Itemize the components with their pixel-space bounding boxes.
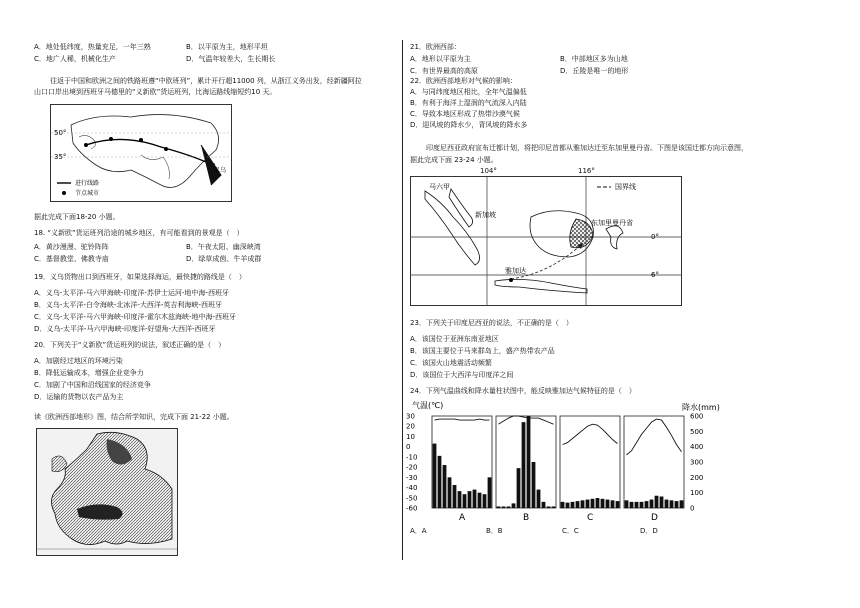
temp-tick-label: -40 — [406, 484, 418, 493]
precip-bar — [596, 498, 600, 508]
q23-option-d: D．该国位于大西洋与印度洋之间 — [410, 371, 514, 379]
precip-tick-label: 200 — [690, 473, 704, 482]
temp-curve — [563, 424, 618, 444]
precip-bar — [532, 462, 536, 508]
precip-bar — [616, 501, 620, 508]
precip-bar — [576, 501, 580, 508]
precip-bar — [517, 468, 521, 508]
precip-bar — [591, 499, 595, 508]
precip-bar — [453, 485, 457, 508]
precip-tick-label: 600 — [690, 412, 704, 421]
precip-bar — [433, 444, 437, 508]
panel-label: A — [459, 513, 466, 523]
q19-option-d: D．义乌-太平洋-马六甲海峡-印度洋-好望角-大西洋-西班牙 — [34, 325, 216, 333]
precip-tick-label: 500 — [690, 427, 704, 436]
precip-bar — [552, 506, 556, 508]
precip-tick-label: 0 — [690, 504, 695, 513]
precip-bar — [655, 496, 659, 508]
question-22: 22．欧洲西部地形对气候的影响： — [410, 77, 517, 85]
indonesia-map — [410, 176, 682, 306]
question-24: 24．下列气温曲线和降水量柱状图中，能反映雅加达气候特征的是（ ） — [410, 387, 636, 395]
precip-bar — [478, 493, 482, 508]
q23-option-a: A．该国位于亚洲东南亚地区 — [410, 335, 499, 343]
precip-bar — [497, 506, 501, 508]
question-18: 18. “义新欧”货运班列沿途的城乡地区，有可能看到的景观是（ ） — [34, 229, 244, 237]
singapore-label: 新加坡 — [475, 211, 496, 219]
q19-option-c: C．义乌-太平洋-马六甲海峡-印度洋-霍尔木兹海峡-地中海-西班牙 — [34, 313, 237, 321]
q19-option-b: B．义乌-太平洋-白令海峡-北冰洋-大西洋-英吉利海峡-西班牙 — [34, 301, 222, 309]
q22-option-d: D．迎风坡的降水少，背风坡的降水多 — [410, 121, 528, 129]
option-c: C．地广人稀，机械化生产 — [34, 55, 116, 63]
temp-tick-label: -20 — [406, 463, 418, 472]
panel-frame — [496, 416, 556, 508]
q20-option-d: D．运输的货物以农产品为主 — [34, 393, 124, 401]
precip-bar — [675, 501, 679, 508]
temp-tick-label: -30 — [406, 473, 418, 482]
temp-tick-label: -50 — [406, 494, 418, 503]
q22-option-a: A．与同纬度地区相比，全年气温偏低 — [410, 88, 527, 96]
legend-border: 国界线 — [615, 183, 636, 191]
passage2-line2: 据此完成下面 23-24 小题。 — [410, 156, 498, 164]
q18-option-d: D．绿草成茵、牛羊成群 — [186, 255, 262, 263]
precip-bar — [547, 506, 551, 508]
q21-option-a: A．地形以平原为主 — [410, 55, 471, 63]
instruction-21-22: 读《欧洲西部地形》图，结合所学知识，完成下面 21-22 小题。 — [34, 413, 234, 421]
precip-bar — [507, 506, 511, 508]
precip-bar — [537, 490, 541, 508]
panel-frame — [624, 416, 684, 508]
instruction-18-20: 据此完成下面18-20 小题。 — [34, 213, 120, 221]
precip-bar — [527, 416, 531, 508]
precip-bar — [571, 502, 575, 508]
temp-curve — [435, 419, 490, 420]
q18-option-b: B．午夜太阳、幽深峡湾 — [186, 243, 261, 251]
temp-tick-label: -60 — [406, 504, 418, 513]
q18-option-a: A．黄沙漫漫、驼铃阵阵 — [34, 243, 109, 251]
option-b: B．以平原为主，地形平坦 — [186, 43, 268, 51]
east-kalimantan-label: 东加里曼丹省 — [591, 219, 633, 227]
precip-bar — [443, 465, 447, 508]
precip-bar — [502, 506, 506, 508]
temp-tick-label: 0 — [406, 443, 411, 452]
precip-bar — [473, 490, 477, 508]
jakarta-label: 雅加达 — [505, 267, 526, 275]
q21-option-d: D．丘陵是唯一的地形 — [560, 67, 629, 75]
precip-bar — [630, 502, 634, 508]
column-divider — [402, 40, 403, 560]
question-20: 20．下列关于“义新欧”货运班列的说法，叙述正确的是（ ） — [34, 341, 226, 349]
precip-tick-label: 400 — [690, 443, 704, 452]
temp-tick-label: -10 — [406, 453, 418, 462]
precip-axis-title: 降水(mm) — [682, 403, 720, 412]
temp-curve — [627, 419, 682, 455]
precip-bar — [635, 502, 639, 508]
lon-104-top: 104° — [480, 167, 497, 175]
q20-option-a: A．加剧经过地区的环境污染 — [34, 357, 123, 365]
q22-option-c: C．导致本地区形成了热带沙漠气候 — [410, 110, 520, 118]
precip-bar — [512, 503, 516, 508]
lat-50-label: 50° — [54, 129, 67, 137]
question-23: 23．下列关于印度尼西亚的说法，不正确的是（ ） — [410, 319, 573, 327]
q20-option-b: B．降低运输成本，增强企业竞争力 — [34, 369, 144, 377]
question-21: 21．欧洲西部： — [410, 43, 461, 51]
climate-charts — [404, 400, 724, 524]
precip-bar — [650, 500, 654, 508]
precip-bar — [640, 502, 644, 508]
precip-bar — [601, 499, 605, 508]
precip-bar — [680, 500, 684, 508]
precip-bar — [586, 500, 590, 508]
q24-option-b: B．B — [486, 527, 503, 535]
precip-bar — [448, 477, 452, 508]
lat-0-label: 0° — [651, 233, 659, 241]
precip-bar — [660, 497, 664, 509]
option-a: A．地处低纬度，热量充足，一年三熟 — [34, 43, 151, 51]
europe-terrain-map — [36, 428, 178, 556]
city-label: 义乌 — [214, 167, 227, 174]
q20-option-c: C．加剧了中国和沿线国家的经济竞争 — [34, 381, 151, 389]
precip-bar — [468, 491, 472, 508]
eurasia-map — [50, 104, 232, 202]
precip-bar — [606, 500, 610, 508]
malacca-label: 马六甲 — [429, 183, 450, 191]
passage1-line2: 山口口岸出境到西班牙马德里的“义新欧”货运班列，比海运路线缩短约10 天。 — [34, 88, 277, 96]
precip-bar — [665, 500, 669, 508]
precip-bar — [625, 500, 629, 508]
q22-option-b: B．有利于海洋上湿润的气流深入内陆 — [410, 99, 527, 107]
precip-bar — [542, 502, 546, 508]
precip-bar — [522, 422, 526, 508]
legend-node: 节点城市 — [75, 190, 100, 197]
q18-option-c: C．基督教堂、佛教寺庙 — [34, 255, 109, 263]
precip-tick-label: 300 — [690, 458, 704, 467]
q21-option-b: B．中部地区多为山地 — [560, 55, 628, 63]
q23-option-c: C．该国火山地震活动频繁 — [410, 359, 492, 367]
q21-option-c: C．有世界最高的高原 — [410, 67, 478, 75]
q24-option-a: A．A — [410, 527, 427, 535]
precip-bar — [611, 500, 615, 508]
precip-bar — [645, 501, 649, 508]
legend-route: 进行线路 — [75, 180, 100, 187]
temp-curve — [499, 416, 554, 424]
precip-bar — [581, 500, 585, 508]
precip-bar — [458, 491, 462, 508]
precip-bar — [561, 502, 565, 508]
panel-label: D — [651, 513, 658, 523]
panel-label: B — [523, 513, 530, 523]
precip-bar — [566, 503, 570, 508]
lat-6-label: 6° — [651, 271, 659, 279]
temp-tick-label: 10 — [406, 432, 415, 441]
lat-35-label: 35° — [54, 153, 67, 161]
panel-label: C — [587, 513, 594, 523]
precip-bar — [463, 494, 467, 508]
precip-tick-label: 100 — [690, 489, 704, 498]
precip-bar — [488, 477, 492, 508]
q19-option-a: A．义乌-太平洋-马六甲海峡-印度洋-苏伊士运河-地中海-西班牙 — [34, 289, 229, 297]
q23-option-b: B．该国主要位于马来群岛上，盛产热带农产品 — [410, 347, 555, 355]
temp-tick-label: 20 — [406, 422, 415, 431]
precip-bar — [483, 494, 487, 508]
temp-tick-label: 30 — [406, 412, 415, 421]
precip-bar — [438, 456, 442, 508]
question-19: 19．义乌货物出口到西班牙，如果选择海运，最快捷的路线是（ ） — [34, 273, 246, 281]
option-d: D．气温年较差大，生长期长 — [186, 55, 276, 63]
q24-option-c: C．C — [562, 527, 579, 535]
passage1-line1: 往返于中国和欧洲之间的铁路班遵“中欧班列”，累计开行超11000 列，从浙江义务出发，经新疆阿拉 — [50, 77, 362, 85]
precip-bar — [670, 500, 674, 508]
temp-axis-title: 气温(℃) — [412, 401, 444, 410]
lon-116-top: 116° — [578, 167, 595, 175]
q24-option-d: D．D — [640, 527, 658, 535]
panel-frame — [560, 416, 620, 508]
passage2-line1: 印度尼西亚政府宣布迁都计划，将把印尼首都从雅加达迁至东加里曼丹省。下图是该国迁都方向示意图， — [426, 144, 748, 152]
